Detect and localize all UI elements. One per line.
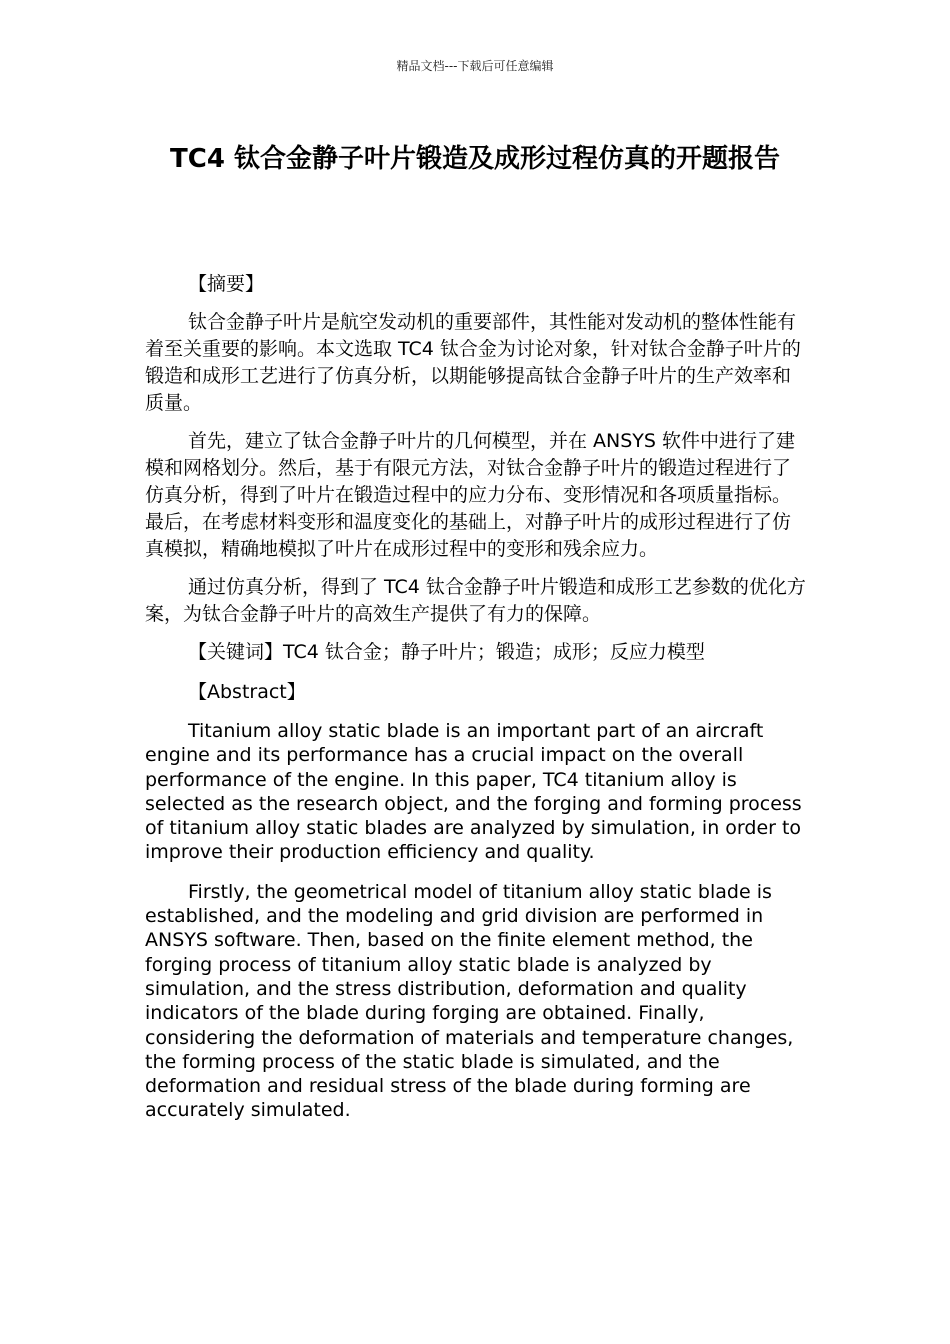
abstract-en-paragraph-2: Firstly, the geometrical model of titanium alloy static blade is established, and the modeling and grid division are performed in ANSYS software. Then, based on the finite element method, the forging process of titanium alloy static blade is analyzed by simulation, and the stress distribution, deformation and quality indicators of the blade during forging are obtained. Finally, considering the deformation of materials and temperature changes, the forming process of the static blade is simulated, and the deformation and residual stress of the blade during forming are accurately simulated. [145,880,794,1122]
header-note: 精品文档---下载后可任意编辑 [396,59,554,73]
abstract-cn-paragraph-2: 首先，建立了钛合金静子叶片的几何模型，并在 ANSYS 软件中进行了建模和网格划分。然后，基于有限元方法，对钛合金静子叶片的锻造过程进行了仿真分析，得到了叶片在锻造过程中的应力分布、变形情况和各项质量指标。最后，在考虑材料变形和温度变化的基础上，对静子叶片的成形过程进行了仿真模拟，精确地模拟了叶片在成形过程中的变形和残余应力。 [145,430,796,560]
keywords-cn: 【关键词】TC4 钛合金；静子叶片；锻造；成形；反应力模型 [188,641,705,663]
abstract-en-label: 【Abstract】 [188,681,306,703]
abstract-cn-paragraph-3: 通过仿真分析，得到了 TC4 钛合金静子叶片锻造和成形工艺参数的优化方案，为钛合金静子叶片的高效生产提供了有力的保障。 [145,576,806,625]
abstract-cn-paragraph-1: 钛合金静子叶片是航空发动机的重要部件，其性能对发动机的整体性能有着至关重要的影响。本文选取 TC4 钛合金为讨论对象，针对钛合金静子叶片的锻造和成形工艺进行了仿真分析，以期能够提高钛合金静子叶片的生产效率和质量。 [145,311,801,414]
document-title: TC4 钛合金静子叶片锻造及成形过程仿真的开题报告 [170,144,780,174]
abstract-cn-label: 【摘要】 [188,273,265,295]
abstract-en-paragraph-1: Titanium alloy static blade is an important part of an aircraft engine and its performance has a crucial impact on the overall performance of the engine. In this paper, TC4 titanium alloy is selected as the research object, and the forging and forming process of titanium alloy static blades are analyzed by simulation, in order to improve their production efficiency and quality. [145,720,802,864]
document-body [145,271,807,1123]
